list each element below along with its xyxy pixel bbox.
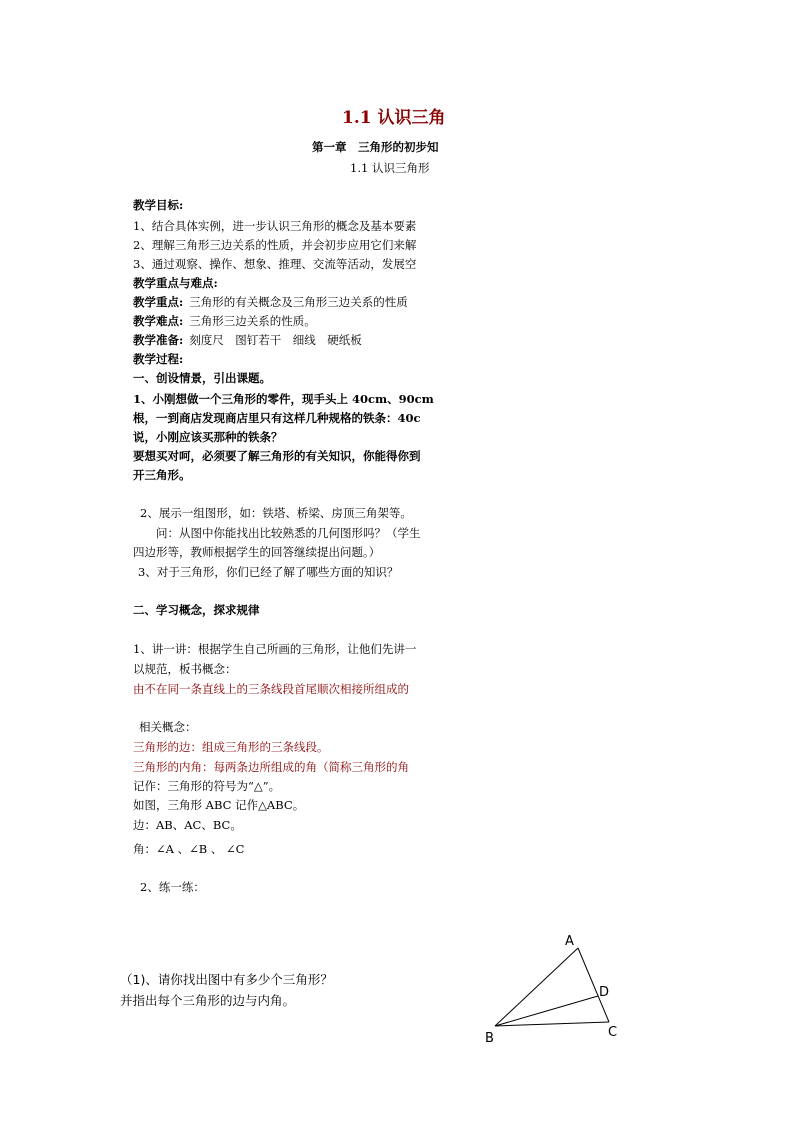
scenario-line: 根，一到商店发现商店里只有这样几种规格的铁条：40c (133, 411, 421, 425)
practice-question-line-1: （1)、请你找出图中有多少个三角形？ (120, 972, 333, 987)
practice-question-line-2: 并指出每个三角形的边与内角。 (120, 993, 296, 1008)
triangle-figure (470, 925, 630, 1050)
side-definition: 三角形的边：组成三角形的三条线段。 (133, 740, 329, 754)
focus-line (133, 295, 408, 309)
vertex-label-b: B (485, 1031, 494, 1046)
triangle-definition: 由不在同一条直线上的三条线段首尾顺次相接所组成的 (133, 682, 409, 696)
activity-item-2: 2、展示一组图形，如：铁塔、桥梁、房顶三角架等。 (140, 506, 412, 520)
scenario-line: 说，小刚应该买那种的铁条？ (133, 430, 283, 444)
prep-text: 刻度尺 图钉若干 细线 硬纸板 (189, 333, 362, 347)
page-title: 1.1 认识三角 (342, 108, 446, 128)
goal-item: 1、结合具体实例，进一步认识三角形的概念及基本要素 (133, 219, 417, 233)
scenario-line: 要想买对呵，必须要了解三角形的有关知识，你能得你到 (133, 449, 421, 463)
goal-item: 2、理解三角形三边关系的性质，并会初步应用它们来解 (133, 238, 417, 252)
section-1-heading: 一、创设情景，引出课题。 (133, 371, 271, 385)
related-concepts-heading: 相关概念： (139, 720, 197, 734)
angles-line: 角：∠A 、∠B 、 ∠C (133, 842, 245, 856)
example-line: 如图，三角形 ABC 记作△ABC。 (133, 798, 305, 812)
angle-definition: 三角形的内角：每两条边所组成的角（简称三角形的角 (133, 760, 409, 774)
vertex-label-d: D (599, 985, 610, 1000)
key-points-heading: 教学重点与难点: (133, 276, 218, 290)
prep-label: 教学准备: (133, 333, 184, 347)
practice-heading: 2、练一练： (140, 880, 205, 894)
activity-question-cont: 四边形等，教师根据学生的回答继续提出问题。） (133, 545, 381, 559)
lesson-body (0, 0, 470, 900)
goal-item: 3、通过观察、操作、想象、推理、交流等活动，发展空 (133, 257, 417, 271)
lesson-heading: 1.1 认识三角形 (350, 161, 430, 175)
chapter-heading: 第一章 三角形的初步知 (312, 140, 439, 154)
edges-line: 边：AB、AC、BC。 (133, 818, 242, 832)
focus-label: 教学重点: (133, 295, 184, 309)
activity-item-3: 3、对于三角形，你们已经了解了哪些方面的知识？ (138, 565, 399, 579)
explain-line: 1、讲一讲：根据学生自己所画的三角形，让他们先讲一 (133, 642, 417, 656)
difficulty-text: 三角形三边关系的性质。 (189, 314, 316, 328)
vertex-label-c: C (608, 1025, 618, 1040)
vertex-label-a: A (565, 934, 574, 949)
goals-heading: 教学目标: (133, 198, 184, 212)
notation-line: 记作：三角形的符号为“△”。 (133, 779, 281, 793)
scenario-line: 开三角形。 (133, 468, 191, 482)
difficulty-label: 教学难点: (133, 314, 184, 328)
section-2-heading: 二、学习概念，探求规律 (133, 603, 260, 617)
focus-text: 三角形的有关概念及三角形三边关系的性质 (189, 295, 408, 309)
activity-question: 问：从图中你能找出比较熟悉的几何图形吗？（学生 (156, 526, 421, 540)
process-heading: 教学过程: (133, 352, 184, 366)
segment-bc (495, 1022, 609, 1026)
explain-line-cont: 以规范，板书概念： (133, 662, 237, 676)
scenario-line: 1、小刚想做一个三角形的零件，现手头上 40cm、90cm (133, 392, 434, 406)
difficulty-line (133, 314, 316, 328)
prep-line (133, 333, 362, 347)
